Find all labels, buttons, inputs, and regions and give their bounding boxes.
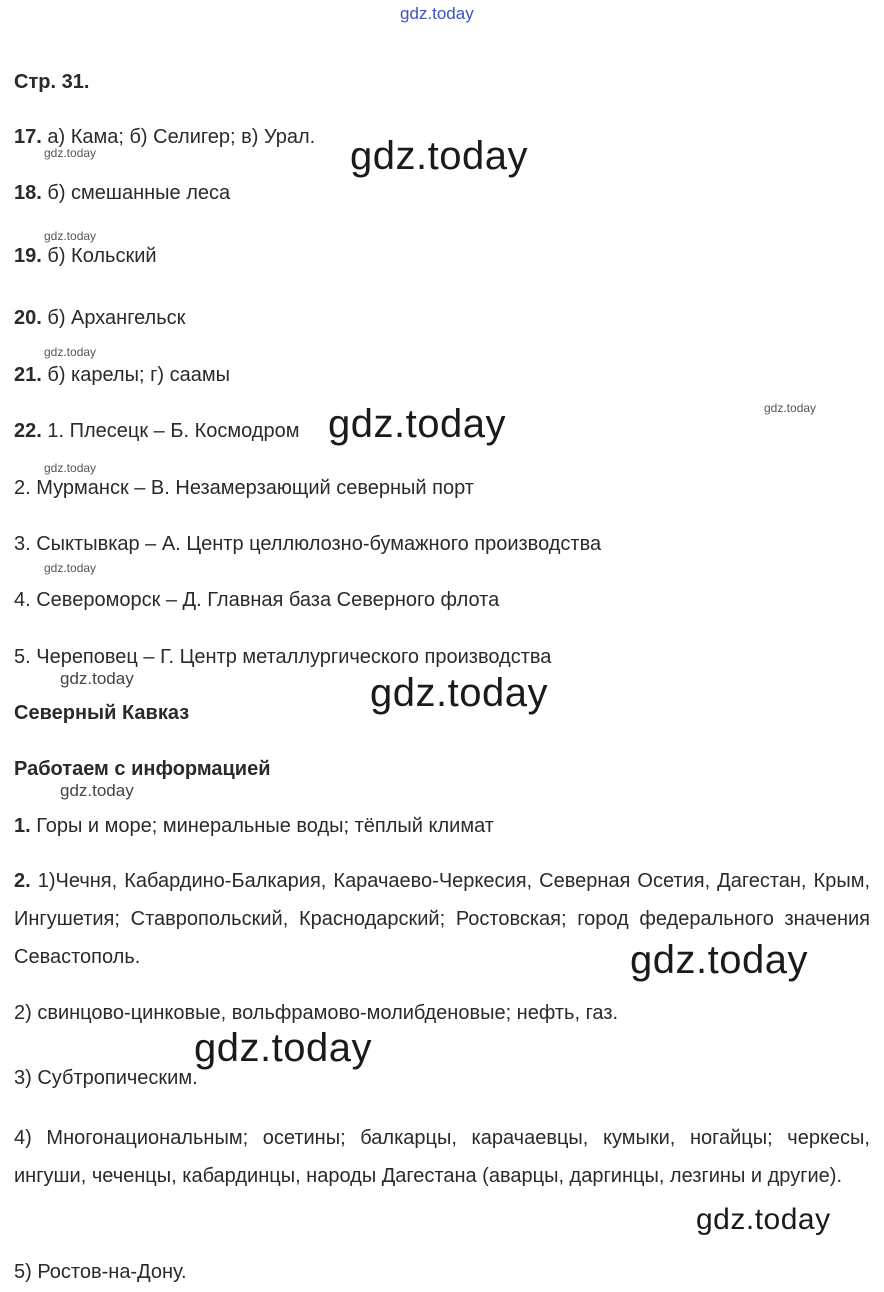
watermark-small: gdz.today bbox=[44, 561, 97, 575]
answer-text: б) смешанные леса bbox=[41, 182, 231, 204]
info-paragraph-5: 5) Ростов-на-Дону. bbox=[14, 1261, 187, 1283]
page-header: Стр. 31. bbox=[14, 71, 90, 93]
watermark-large: gdz.today bbox=[350, 134, 528, 178]
answer-number: 2. bbox=[14, 870, 31, 892]
info-paragraph-4: 4) Многонациональным; осетины; балкарцы, карачаевцы, кумыки, ногайцы; черкесы, ингуши, чеченцы, кабардинцы, народы Дагестана (аварцы, даргинцы, лезгины и другие). bbox=[14, 1127, 870, 1187]
answer-19 bbox=[14, 244, 157, 268]
watermark-large: gdz.today bbox=[328, 402, 506, 446]
watermark-small: gdz.today bbox=[44, 345, 97, 359]
match-item: 4. Североморск – Д. Главная база Северного флота bbox=[14, 589, 500, 611]
match-item: 2. Мурманск – В. Незамерзающий северный порт bbox=[14, 477, 474, 499]
answer-number: 1. bbox=[14, 815, 31, 837]
watermark-large: gdz.today bbox=[194, 1026, 372, 1070]
section-title: Северный Кавказ bbox=[14, 702, 190, 724]
watermark-medium: gdz.today bbox=[60, 781, 134, 800]
answer-text: б) Архангельск bbox=[41, 307, 186, 329]
watermark-large: gdz.today bbox=[630, 938, 808, 982]
info-paragraph-2: 2) свинцово-цинковые, вольфрамово-молибденовые; нефть, газ. bbox=[14, 1002, 619, 1024]
answer-number: 20. bbox=[14, 307, 42, 329]
watermark-large: gdz.today bbox=[696, 1203, 831, 1236]
answer-21 bbox=[14, 363, 230, 387]
answer-20 bbox=[14, 306, 185, 330]
answer-text: Горы и море; минеральные воды; тёплый климат bbox=[30, 815, 494, 837]
watermark-large: gdz.today bbox=[370, 671, 548, 715]
watermark-small: gdz.today bbox=[44, 146, 97, 160]
info-answer-1 bbox=[14, 814, 494, 838]
answer-text: б) карелы; г) саамы bbox=[41, 364, 230, 386]
answer-number: 18. bbox=[14, 182, 42, 204]
answer-number: 22. bbox=[14, 420, 42, 442]
answer-number: 19. bbox=[14, 245, 42, 267]
answer-text: 1. Плесецк – Б. Космодром bbox=[41, 420, 300, 442]
answer-text: б) Кольский bbox=[41, 245, 157, 267]
answer-22 bbox=[14, 419, 299, 443]
answer-number: 17. bbox=[14, 126, 42, 148]
match-item: 5. Череповец – Г. Центр металлургического производства bbox=[14, 646, 552, 668]
watermark-small: gdz.today bbox=[44, 229, 97, 243]
watermark-small: gdz.today bbox=[764, 401, 817, 415]
watermark-medium: gdz.today bbox=[60, 669, 134, 688]
watermark-top: gdz.today bbox=[400, 4, 474, 23]
watermark-small: gdz.today bbox=[44, 461, 97, 475]
subsection-title: Работаем с информацией bbox=[14, 758, 271, 780]
answer-text: 1)Чечня, Кабардино-Балкария, Карачаево-Черкесия, Северная Осетия, Дагестан, Крым, Ингушетия; Ставропольский, Краснодарский; Ростовская; город федерального значения Севастополь. bbox=[14, 870, 870, 968]
answer-18 bbox=[14, 181, 230, 205]
answer-number: 21. bbox=[14, 364, 42, 386]
match-item: 3. Сыктывкар – А. Центр целлюлозно-бумажного производства bbox=[14, 533, 602, 555]
info-paragraph-3: 3) Субтропическим. bbox=[14, 1067, 198, 1089]
answer-text: а) Кама; б) Селигер; в) Урал. bbox=[41, 126, 316, 148]
